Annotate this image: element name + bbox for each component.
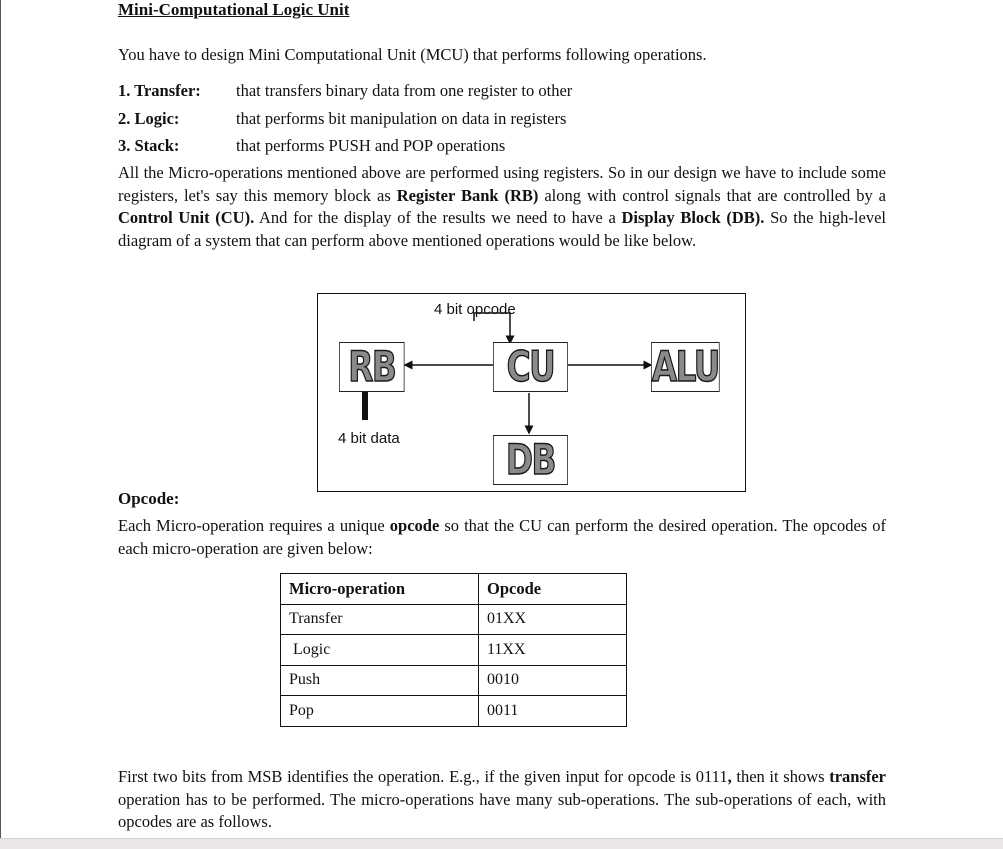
table-cell: 01XX bbox=[479, 604, 627, 635]
table-cell: Logic bbox=[281, 635, 479, 666]
table-row bbox=[281, 604, 627, 635]
data-label: 4 bit data bbox=[338, 430, 400, 447]
operation-label-logic: 2. Logic: bbox=[118, 109, 180, 128]
system-block-diagram bbox=[317, 293, 746, 492]
table-cell: Pop bbox=[281, 696, 479, 727]
operation-label-transfer: 1. Transfer: bbox=[118, 81, 201, 100]
opcode-paragraph: Each Micro-operation requires a unique opcode so that the CU can perform the desired operation. The opcodes of each micro-operation are given below: bbox=[118, 516, 886, 558]
table-row bbox=[281, 635, 627, 666]
alu-block: ALU bbox=[651, 342, 719, 391]
control-unit-block: CU bbox=[493, 342, 568, 392]
table-cell: Transfer bbox=[281, 604, 479, 635]
register-bank-block: RB bbox=[339, 342, 405, 392]
table-cell: Push bbox=[281, 665, 479, 696]
table-cell: 0011 bbox=[479, 696, 627, 727]
intro-paragraph: You have to design Mini Computational Unit (MCU) that performs following operations. bbox=[118, 45, 707, 64]
viewer-bottom-bar bbox=[0, 838, 1003, 849]
table-row bbox=[281, 665, 627, 696]
table-header-row bbox=[281, 574, 627, 605]
data-bus-bar bbox=[362, 392, 368, 420]
page-left-edge bbox=[0, 0, 1, 838]
operation-desc-logic: that performs bit manipulation on data in registers bbox=[236, 109, 567, 128]
display-block: DB bbox=[493, 435, 568, 485]
table-cell: 0010 bbox=[479, 665, 627, 696]
opcode-table bbox=[280, 573, 627, 727]
opcode-label: 4 bit opcode bbox=[434, 301, 516, 318]
operation-label-stack: 3. Stack: bbox=[118, 136, 180, 155]
table-cell: 11XX bbox=[479, 635, 627, 666]
operation-desc-transfer: that transfers binary data from one register to other bbox=[236, 81, 573, 100]
table-header-cell: Opcode bbox=[479, 574, 627, 605]
operation-desc-stack: that performs PUSH and POP operations bbox=[236, 136, 506, 155]
table-header-cell: Micro-operation bbox=[281, 574, 479, 605]
document-title: Mini-Computational Logic Unit bbox=[118, 0, 350, 19]
final-paragraph: First two bits from MSB identifies the operation. E.g., if the given input for opcode is 0111, then it shows transfer operation has to be performed. The micro-operations have many sub-operations. The sub-operations of each, with opcodes are as follows. bbox=[118, 767, 887, 831]
opcode-heading: Opcode: bbox=[118, 489, 180, 508]
table-row bbox=[281, 696, 627, 727]
registers-paragraph: All the Micro-operations mentioned above are performed using registers. So in our design we have to include some registers, let's say this memory block as Register Bank (RB) along with control signals that are controlled by a Control Unit (CU). And for the display of the results we need to have a Display Block (DB). So the high-level diagram of a system that can perform above mentioned operations would be like below. bbox=[118, 163, 887, 250]
